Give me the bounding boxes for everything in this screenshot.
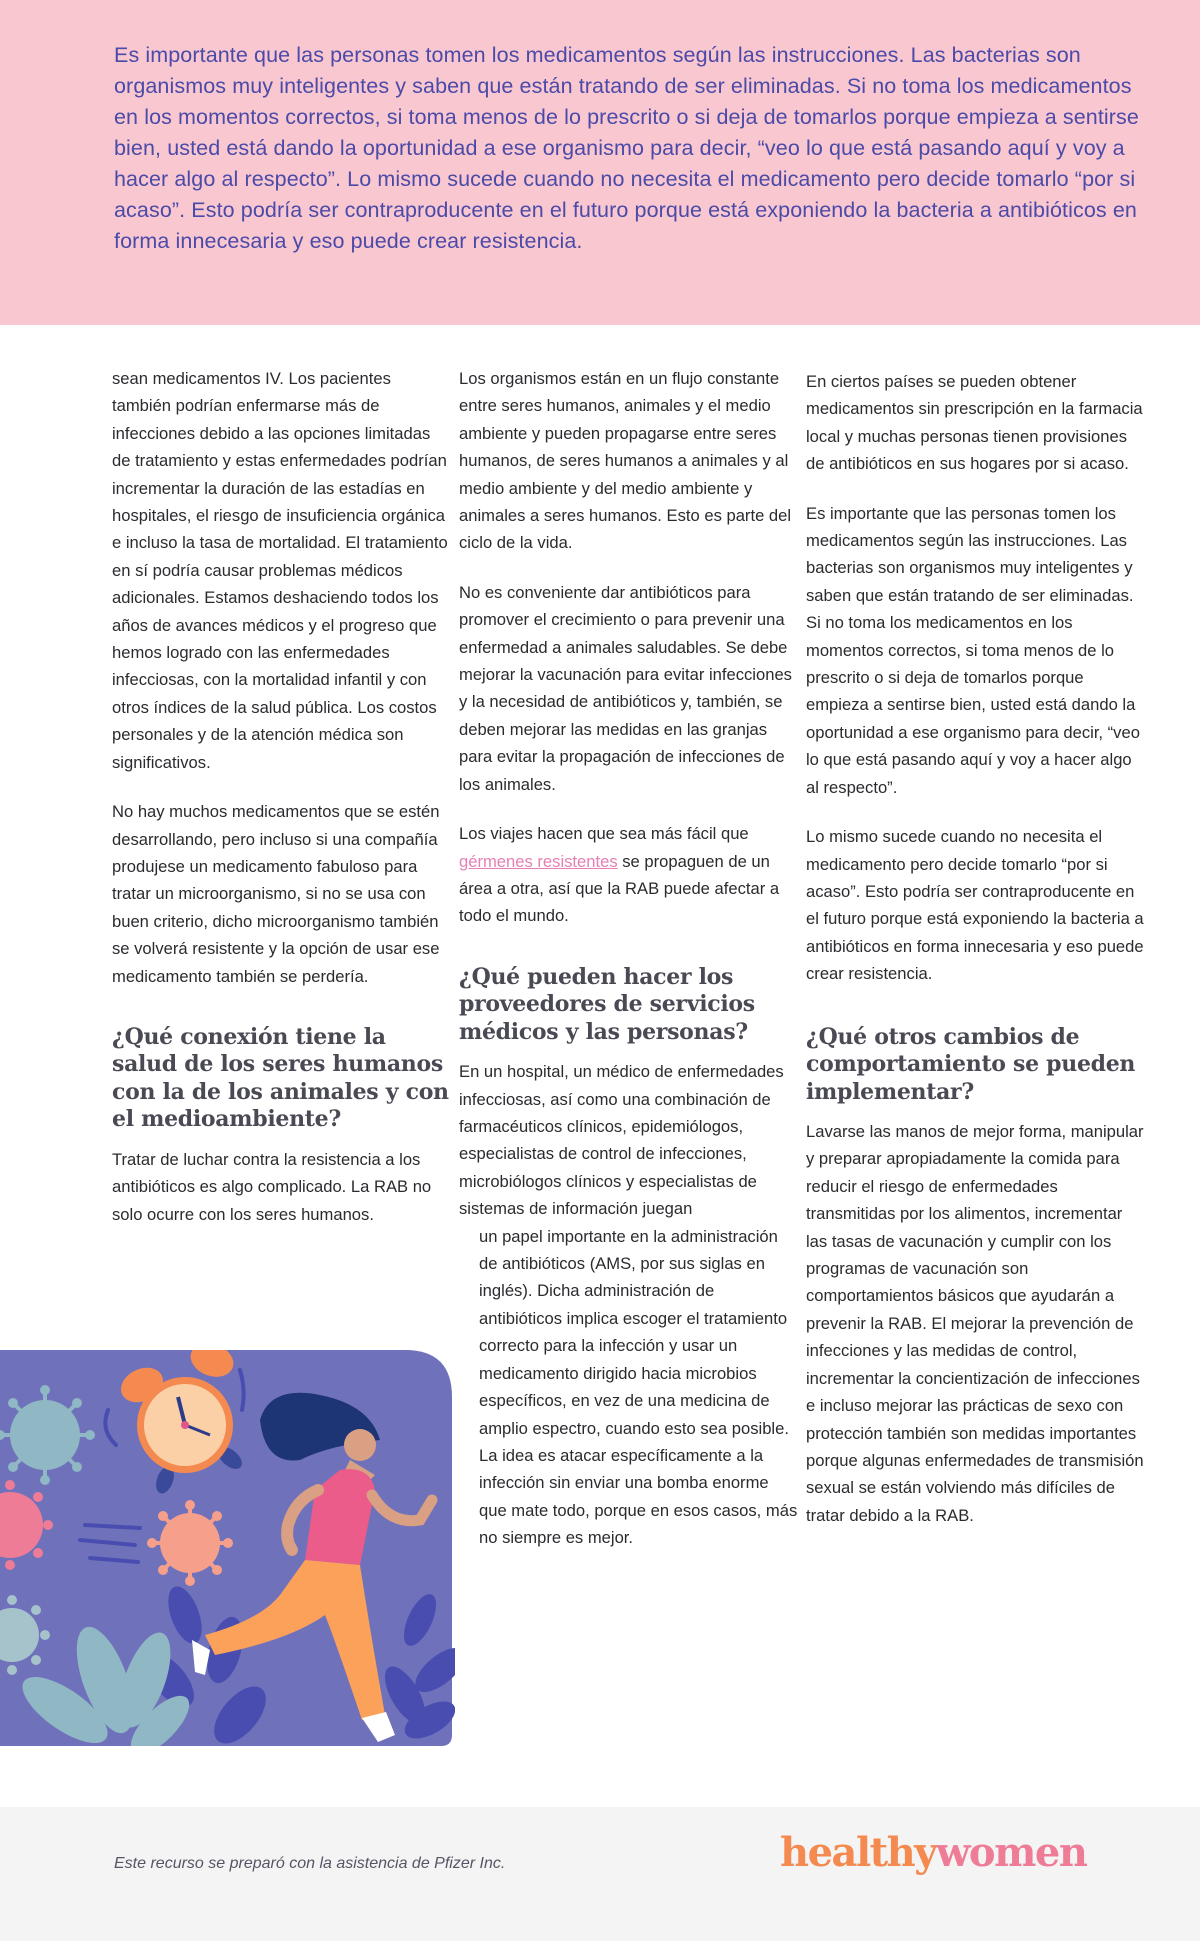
paragraph: sean medicamentos IV. Los pacientes también podrían enfermarse más de infecciones debido a las opciones limitadas de tratamiento y estas enfermedades podrían incrementar la duración de las estadías en hospitales, el riesgo de insuficiencia orgánica e incluso la tasa de mortalidad. El tratamiento en sí podría causar problemas médicos adicionales. Estamos deshaciendo todos los años de avances médicos y el progreso que hemos logrado con las enfermedades infecciosas, con la mortalidad infantil y con otros índices de la salud pública. Los costos personales y de la atención médica son significativos. [112,369,448,772]
callout-text: Es importante que las personas tomen los medicamentos según las instrucciones. Las bacterias son organismos muy inteligentes y saben que están tratando de ser eliminadas. Si no toma los medicamentos en los momentos correctos, si toma menos de lo prescrito o si deja de tomarlos porque empieza a sentirse bien, usted está dando la oportunidad a ese organismo para decir, “veo lo que está pasando aquí y voy a hacer algo al respecto”. Lo mismo sucede cuando no necesita el medicamento pero decide tomarlo “por si acaso”. Esto podría ser contraproducente en el futuro porque está exponiendo la bacteria a antibióticos en forma innecesaria y eso puede crear resistencia. [114,43,1139,253]
logo-women: women [935,1829,1087,1876]
paragraph: En ciertos países se pueden obtener medicamentos sin prescripción en la farmacia local y muchas personas tienen provisiones de antibióticos en sus hogares por si acaso. [806,372,1143,474]
footer [0,1807,1200,1941]
paragraph: Los organismos están en un flujo constante entre seres humanos, animales y el medio ambiente y pueden propagarse entre seres humanos, de seres humanos a animales y al medio ambiente y del medio ambiente y animales a seres humanos. Esto es parte del ciclo de la vida. [459,369,792,553]
section-heading: ¿Qué conexión tiene la salud de los seres humanos con la de los animales y con el medioambiente? [112,1023,449,1133]
paragraph: Tratar de luchar contra la resistencia a los antibióticos es algo complicado. La RAB no solo ocurre con los seres humanos. [112,1149,432,1224]
section-heading: ¿Qué otros cambios de comportamiento se pueden implementar? [806,1023,1136,1105]
paragraph: En un hospital, un médico de enfermedades infecciosas, así como una combinación de farmacéuticos clínicos, epidemiólogos, especialistas de control de infecciones, microbiólogos clínicos y especialistas de sistemas de información juegan [459,1062,784,1219]
paragraph: Es importante que las personas tomen los medicamentos según las instrucciones. Las bacterias son organismos muy inteligentes y saben que están tratando de ser eliminadas. Si no toma los medicamentos en los momentos correctos, si toma menos de lo prescrito o si deja de tomarlos porque empieza a sentirse bien, usted está dando la oportunidad a ese organismo para decir, “veo lo que está pasando aquí y voy a hacer algo al respecto”. [806,503,1140,797]
column-3 [806,368,1146,1551]
footer-credit: Este recurso se preparó con la asistencia de Pfizer Inc. [114,1855,506,1872]
germenes-resistentes-link[interactable]: gérmenes resistentes [459,851,618,871]
paragraph: Lavarse las manos de mejor forma, manipular y preparar apropiadamente la comida para reducir el riesgo de enfermedades transmitidas por los alimentos, incrementar las tasas de vacunación y cumplir con los programas de vacunación son comportamientos básicos que ayudarán a prevenir la RAB. El mejorar la prevención de infecciones y las medidas de control, incrementar la concientización de infecciones e incluso mejorar las prácticas de sexo con protección también son medidas importantes porque algunas enfermedades de transmisión sexual se están volviendo más difíciles de tratar debido a la RAB. [806,1122,1144,1525]
section-heading: ¿Qué pueden hacer los proveedores de servicios médicos y las personas? [459,963,755,1045]
healthywomen-logo[interactable] [780,1829,1086,1876]
running-woman-illustration [0,1350,455,1746]
column-2 [459,365,799,1574]
column-1 [112,365,452,1250]
paragraph: No es conveniente dar antibióticos para promover el crecimiento o para prevenir una enfermedad a animales saludables. Se debe mejorar la vacunación para evitar infecciones y la necesidad de antibióticos y, también, se deben mejorar las medidas en las granjas para evitar la propagación de infecciones de los animales. [459,582,792,794]
paragraph: Lo mismo sucede cuando no necesita el medicamento pero decide tomarlo “por si acaso”. Esto podría ser contraproducente en el futuro porque está exponiendo la bacteria a antibióticos en forma innecesaria y eso puede crear resistencia. [806,827,1144,984]
virus-icon [147,1500,233,1586]
paragraph: un papel importante en la administración de antibióticos (AMS, por sus siglas en inglés). Dicha administración de antibióticos implica escoger el tratamiento correcto para la infección y usar un medicamento dirigido hacia microbios específicos, en vez de una medicina de amplio espectro, cuando esto sea posible. La idea es atacar específicamente a la infección sin enviar una bomba enorme que mate todo, porque en esos casos, más no siempre es mejor. [479,1226,798,1548]
callout-banner [0,0,1200,325]
logo-healthy: healthy [780,1829,936,1876]
paragraph: No hay muchos medicamentos que se estén desarrollando, pero incluso si una compañía produjese un medicamento fabuloso para tratar un microorganismo, si no se usa con buen criterio, dicho microorganismo también se volverá resistente y la opción de usar ese medicamento también se perdería. [112,802,440,986]
paragraph: Los viajes hacen que sea más fácil que gérmenes resistentes se propaguen de un área a otra, así que la RAB puede afectar a todo el mundo. [459,824,780,926]
